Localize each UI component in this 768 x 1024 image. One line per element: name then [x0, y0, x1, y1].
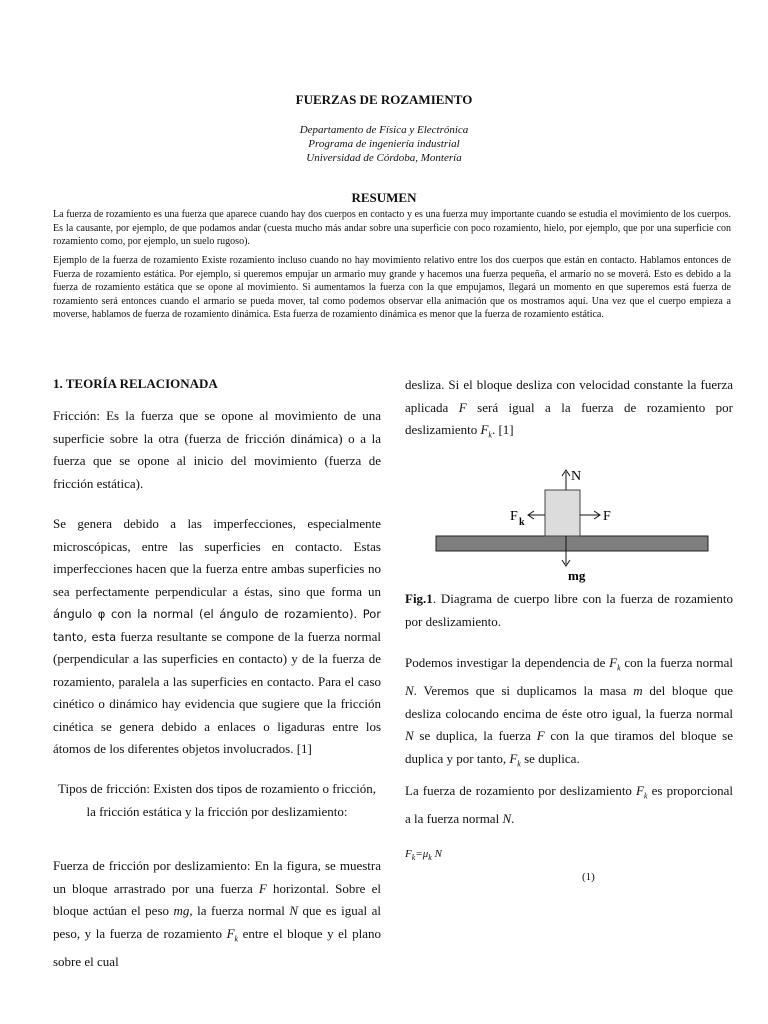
- friction-angle-text: ángulo φ con la normal (el ángulo de rozamiento). Por tanto, esta: [53, 607, 381, 644]
- equation-number: (1): [582, 871, 595, 883]
- label-mg: mg: [568, 568, 586, 583]
- velocity-paragraph: [405, 374, 733, 447]
- symbol-Fk: F: [509, 750, 518, 766]
- dependence-text-b: con la fuerza normal: [620, 655, 733, 670]
- dependence-text-g: se duplica.: [520, 750, 580, 766]
- friction-definition-paragraph: Fricción: Es la fuerza que se opone al movimiento de una superficie sobre la otra (fuerza de fricción dinámica) o a la fuerza que se opone al inicio del movimiento (fuerza de fricción estática).: [53, 408, 381, 491]
- proportional-paragraph: [405, 780, 733, 831]
- dependence-paragraph: [405, 652, 733, 776]
- dependence-text-e: se duplica, la fuerza: [413, 728, 537, 744]
- velocity-text-b: será igual a la fuerza de rozamiento por deslizamiento: [405, 399, 733, 437]
- eq-subscript-k: k: [428, 853, 432, 863]
- eq-F: F: [405, 848, 412, 860]
- subscript-k: k: [643, 791, 648, 801]
- symbol-F: F: [458, 399, 467, 415]
- symbol-Fk: F: [609, 655, 618, 670]
- sliding-friction-paragraph: [53, 855, 381, 973]
- subscript-k: k: [234, 934, 239, 944]
- label-Fk-subscript: k: [519, 517, 525, 528]
- abstract-heading: RESUMEN: [351, 190, 417, 205]
- symbol-m: m: [633, 683, 643, 699]
- figure-caption: [405, 588, 733, 633]
- sliding-text-e: entre el bloque y el plano sobre el cual: [53, 925, 381, 969]
- section-heading: 1. TEORÍA RELACIONADA: [53, 376, 218, 391]
- subscript-k: k: [488, 430, 492, 440]
- proportional-text-b: es proporcional a la fuerza normal: [405, 783, 733, 827]
- abstract-paragraph-2: Ejemplo de la fuerza de rozamiento Existe rozamiento incluso cuando no hay movimiento relativo entre los dos cuerpos que están en contacto. Hablamos entonces de Fuerza de rozamiento estática. Por ejemplo, si queremos empujar un armario muy grande y hacemos una fuerza pequeña, el armario no se moverá. Esto es debido a la fuerza de rozamiento estática que se opone al movimiento. Si aumentamos la fuerza con la que empujamos, llegará un momento en que superemos está fuerza de rozamiento será entonces cuando el armario se pueda mover, tal como podemos observar ella animación que os mostramos aquí. Una vez que el cuerpo empieza a moverse, hablamos de fuerza de rozamiento dinámica. Esta fuerza de rozamiento dinámica es menor que la fuerza de rozamiento estática.: [53, 255, 731, 320]
- velocity-text-c: . [1]: [491, 422, 514, 437]
- proportional-text-a: La fuerza de rozamiento por deslizamiento: [405, 783, 637, 798]
- free-body-diagram: [400, 460, 730, 590]
- label-F: F: [603, 509, 611, 524]
- label-Fk: F: [510, 509, 518, 524]
- affiliation-program: Programa de ingeniería industrial: [308, 138, 460, 150]
- imperfections-text-a: Se genera debido a las imperfecciones, especialmente microscópicas, entre las superficies en contacto. Estas imperfecciones hacen que la fuerza entre ambas superficies no sea perfectamente perpendicular a éstas, sino que forma un: [53, 516, 381, 599]
- sliding-text-d: que es igual al peso, y la fuerza de rozamiento: [53, 903, 381, 941]
- imperfections-paragraph: [53, 513, 381, 761]
- velocity-text-a: desliza. Si el bloque desliza con velocidad constante la fuerza aplicada: [405, 377, 733, 415]
- eq-N: N: [431, 848, 442, 860]
- sliding-text-c: , la fuerza normal: [189, 903, 290, 918]
- proportional-text-c: .: [511, 811, 515, 827]
- dependence-text-c: . Veremos que si duplicamos la masa: [413, 683, 634, 699]
- symbol-N: N: [405, 728, 414, 744]
- abstract-paragraph-1: La fuerza de rozamiento es una fuerza que aparece cuando hay dos cuerpos en contacto y es una fuerza muy importante cuando se estudia el movimiento de los cuerpos. Es la causante, por ejemplo, de que podamos andar (cuesta mucho más andar sobre una superficie con poco rozamiento, hielo, por ejemplo, que por una superficie con rozamiento como, por ejemplo, un suelo rugoso).: [53, 209, 731, 247]
- symbol-F: F: [258, 880, 267, 896]
- imperfections-text-c: fuerza resultante se compone de la fuerza normal (perpendicular a las superficies en contacto) y de la fuerza de rozamiento, paralela a las superficies en contacto. Para el caso cinético o dinámico hay evidencia que sugiere que la fricción cinética se genera debido a enlaces o ligaduras entre los átomos de los diferentes objetos involucrados. [1]: [53, 628, 382, 756]
- sliding-block: [545, 490, 580, 536]
- sliding-text-a: Fuerza de fricción por deslizamiento: En la figura, se muestra un bloque arrastrado por una fuerza: [53, 858, 381, 896]
- affiliation-university: Universidad de Córdoba, Montería: [306, 152, 462, 164]
- subscript-k: k: [617, 663, 621, 673]
- paper-title: FUERZAS DE ROZAMIENTO: [295, 92, 473, 107]
- eq-mu: =μ: [415, 848, 429, 860]
- label-N: N: [571, 469, 582, 484]
- symbol-Fk: F: [226, 925, 235, 941]
- dependence-text-f: con la que tiramos del bloque se duplica y por tanto,: [405, 728, 733, 766]
- symbol-Fk: F: [480, 422, 489, 437]
- affiliation-department: Departamento de Física y Electrónica: [299, 124, 469, 136]
- symbol-F: F: [536, 728, 545, 744]
- symbol-N: N: [502, 811, 512, 827]
- surface-plane: [436, 536, 708, 551]
- friction-equation: [405, 848, 442, 862]
- caption-label: Fig.1: [405, 591, 433, 606]
- friction-types-paragraph: Tipos de fricción: Existen dos tipos de rozamiento o fricción, la fricción estática y la fricción por deslizamiento:: [58, 781, 376, 819]
- symbol-mg: mg: [173, 903, 190, 918]
- dependence-text-a: Podemos investigar la dependencia de: [405, 655, 610, 670]
- symbol-N: N: [289, 903, 299, 918]
- eq-subscript-k: k: [411, 853, 416, 863]
- sliding-text-b: horizontal. Sobre el bloque actúan el peso: [53, 880, 381, 918]
- symbol-Fk: F: [636, 783, 644, 798]
- subscript-k: k: [517, 759, 521, 769]
- symbol-N: N: [405, 683, 414, 699]
- caption-text: . Diagrama de cuerpo libre con la fuerza de rozamiento por deslizamiento.: [405, 591, 733, 629]
- dependence-text-d: del bloque que desliza colocando encima de éste otro igual, la fuerza normal: [405, 683, 733, 721]
